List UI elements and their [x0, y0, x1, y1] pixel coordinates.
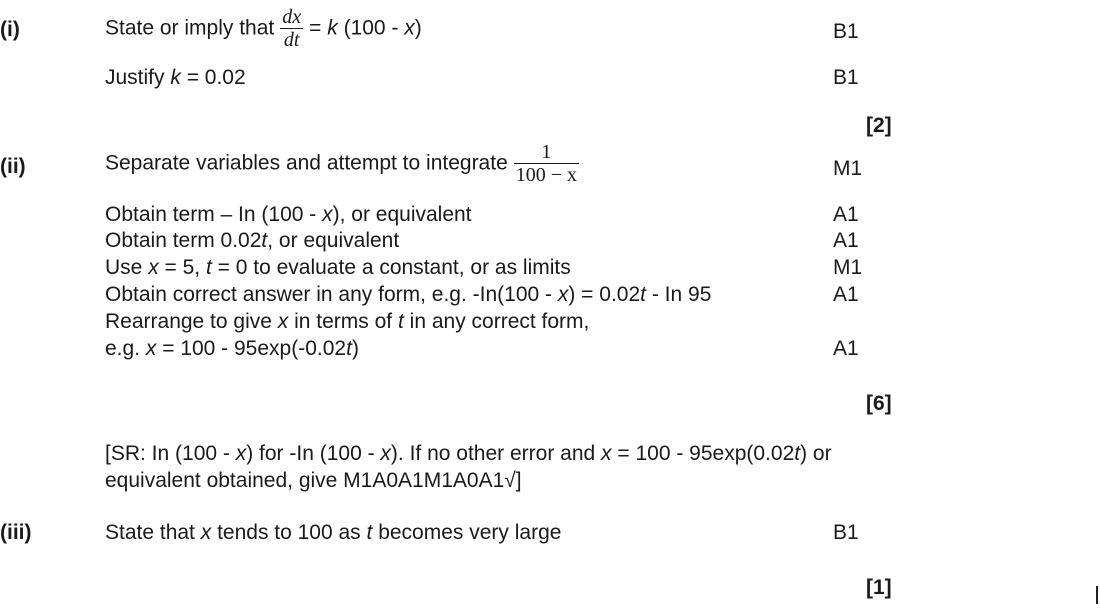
criterion-ii-4: Use x = 5, t = 0 to evaluate a constant, or as limits [105, 256, 571, 279]
criterion-ii-6: Rearrange to give x in terms of t in any correct form, [105, 310, 590, 333]
total-ii: [6] [866, 392, 892, 415]
mark-i-1: B1 [833, 20, 859, 43]
criterion-ii-3: Obtain term 0.02t, or equivalent [105, 229, 400, 252]
special-ruling-line-2: equivalent obtained, give M1A0A1M1A0A1√] [105, 469, 522, 492]
mark-iii-1: B1 [833, 521, 859, 544]
part-label-i: (i) [0, 18, 20, 41]
mark-ii-4: M1 [833, 256, 863, 279]
total-iii: [1] [866, 576, 892, 599]
mark-ii-2: A1 [833, 203, 859, 226]
mark-ii-3: A1 [833, 229, 859, 252]
criterion-ii-2: Obtain term – In (100 - x), or equivalent [105, 203, 472, 226]
mark-ii-7: A1 [833, 337, 859, 360]
criterion-i-2: Justify k = 0.02 [105, 66, 246, 89]
part-label-iii: (iii) [0, 521, 32, 544]
criterion-ii-1: Separate variables and attempt to integrate $\frac{1}{100 - x}$ [105, 141, 578, 186]
fraction-dx-dt: $\frac{dx}{dt}$ [282, 6, 302, 51]
criterion-iii-1: State that x tends to 100 as t becomes very large [105, 521, 562, 544]
criterion-ii-7: e.g. x = 100 - 95exp(-0.02t) [105, 337, 359, 360]
criterion-ii-5: Obtain correct answer in any form, e.g. -In(100 - x) = 0.02t - In 95 [105, 283, 712, 306]
text-cursor [1096, 586, 1098, 604]
total-i: [2] [866, 114, 892, 137]
mark-ii-5: A1 [833, 283, 859, 306]
criterion-i-1: State or imply that $\frac{dx}{dt}$ = k (100 - x) [105, 6, 422, 51]
mark-ii-1: M1 [833, 157, 863, 180]
special-ruling-line-1: [SR: In (100 - x) for -In (100 - x). If no other error and x = 100 - 95exp(0.02t) or [105, 442, 832, 465]
fraction-1-over-100-minus-x: $\frac{1}{100 - x}$ [515, 141, 578, 186]
mark-i-2: B1 [833, 66, 859, 89]
part-label-ii: (ii) [0, 155, 26, 178]
